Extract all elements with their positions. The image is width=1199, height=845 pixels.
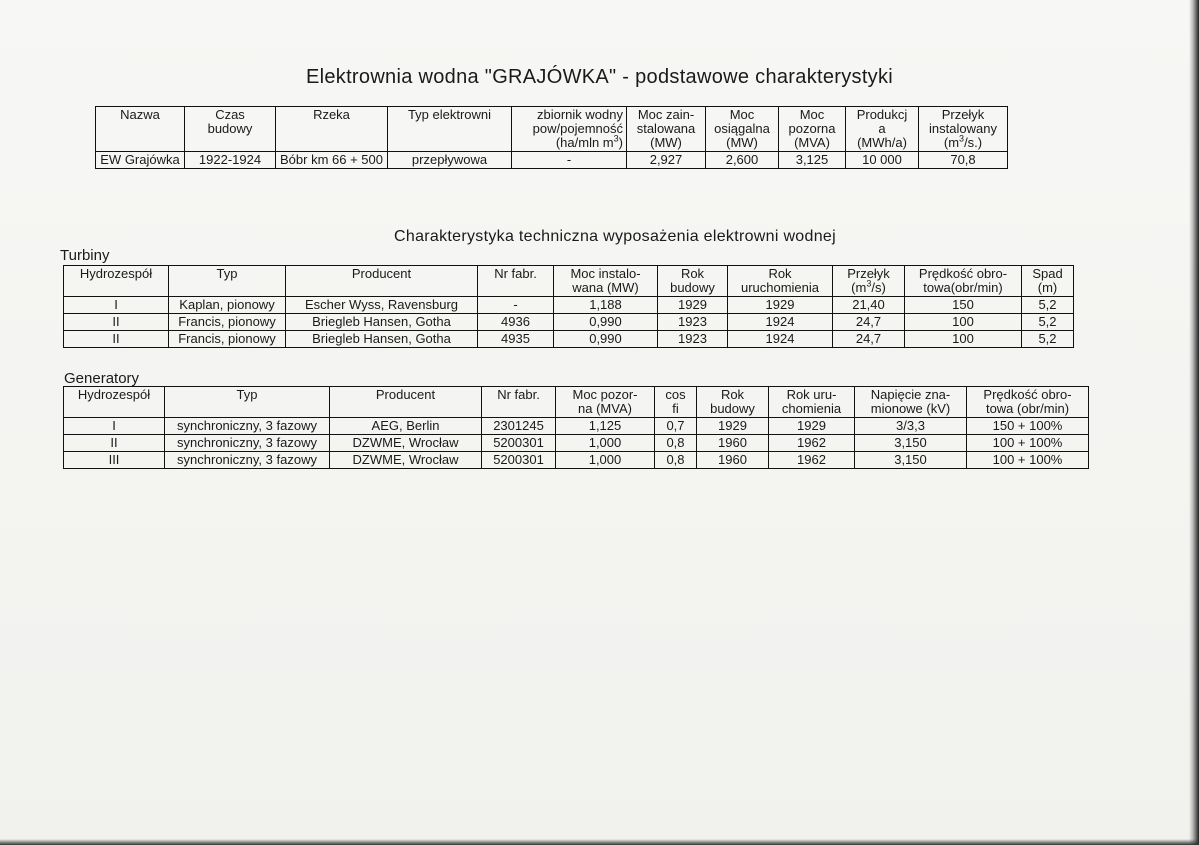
cell: 100 + 100% <box>967 452 1089 469</box>
cell: 21,40 <box>833 297 905 314</box>
cell: DZWME, Wrocław <box>330 452 482 469</box>
cell: 1962 <box>769 452 855 469</box>
cell: 3,150 <box>855 452 967 469</box>
cell: 1923 <box>658 331 728 348</box>
cell: 1929 <box>728 297 833 314</box>
cell: 100 <box>905 314 1022 331</box>
cell: 1962 <box>769 435 855 452</box>
cell-achievable-power: 2,600 <box>706 152 779 169</box>
cell: 2301245 <box>482 418 556 435</box>
turbines-table <box>63 265 1074 348</box>
cell: DZWME, Wrocław <box>330 435 482 452</box>
cell: 1,188 <box>554 297 658 314</box>
generators-table <box>63 386 1089 469</box>
cell: Briegleb Hansen, Gotha <box>286 331 478 348</box>
scan-edge-shadow-bottom <box>0 839 1199 845</box>
table-row <box>64 297 1074 314</box>
header-typ: Typ <box>169 266 286 297</box>
cell: I <box>64 297 169 314</box>
table-row <box>64 418 1089 435</box>
cell: II <box>64 331 169 348</box>
header-rzeka: Rzeka <box>276 107 388 152</box>
cell: AEG, Berlin <box>330 418 482 435</box>
cell: 1929 <box>769 418 855 435</box>
cell-apparent-power: 3,125 <box>779 152 846 169</box>
cell: synchroniczny, 3 fazowy <box>165 452 330 469</box>
header-zbiornik: zbiornik wodny pow/pojemność (ha/mln $m^3$) <box>512 107 627 152</box>
header-rok-uruchomienia: Rok uru- chomienia <box>769 387 855 418</box>
cell: Briegleb Hansen, Gotha <box>286 314 478 331</box>
cell: synchroniczny, 3 fazowy <box>165 418 330 435</box>
cell: Kaplan, pionowy <box>169 297 286 314</box>
cell: 0,7 <box>655 418 697 435</box>
cell: 1,125 <box>556 418 655 435</box>
header-przelyk: Przełyk instalowany $(m^3/s.)$ <box>919 107 1008 152</box>
cell: 1,000 <box>556 452 655 469</box>
cell: 0,990 <box>554 331 658 348</box>
cell: 5,2 <box>1022 314 1074 331</box>
cell: 1924 <box>728 331 833 348</box>
table-row <box>64 452 1089 469</box>
section-title: Charakterystyka techniczna wyposażenia elektrowni wodnej <box>394 228 836 245</box>
header-nr-fabr: Nr fabr. <box>482 387 556 418</box>
cell: 3,150 <box>855 435 967 452</box>
cell: 0,8 <box>655 435 697 452</box>
header-producent: Producent <box>286 266 478 297</box>
cell: 5200301 <box>482 435 556 452</box>
cell: 100 <box>905 331 1022 348</box>
cell: III <box>64 452 165 469</box>
header-moc-instalowana: Moc instalo- wana (MW) <box>554 266 658 297</box>
cell: 1924 <box>728 314 833 331</box>
cell-plant-type: przepływowa <box>388 152 512 169</box>
cell: 4935 <box>478 331 554 348</box>
header-rok-budowy: Rok budowy <box>697 387 769 418</box>
cell: I <box>64 418 165 435</box>
cell-river: Bóbr km 66 + 500 <box>276 152 388 169</box>
header-rok-budowy: Rok budowy <box>658 266 728 297</box>
cell: synchroniczny, 3 fazowy <box>165 435 330 452</box>
summary-table <box>95 106 1008 169</box>
header-rok-uruchomienia: Rok uruchomienia <box>728 266 833 297</box>
cell-production: 10 000 <box>846 152 919 169</box>
cell: 1960 <box>697 452 769 469</box>
cell-installed-power: 2,927 <box>627 152 706 169</box>
table-header-row <box>64 387 1089 418</box>
header-moc-zainstalowana: Moc zain- stalowana (MW) <box>627 107 706 152</box>
header-hydrozespol: Hydrozespół <box>64 266 169 297</box>
page-title: Elektrownia wodna "GRAJÓWKA" - podstawowe charakterystyki <box>305 66 894 88</box>
cell: 4936 <box>478 314 554 331</box>
header-nazwa: Nazwa <box>96 107 185 152</box>
cell: 5200301 <box>482 452 556 469</box>
cell-reservoir: - <box>512 152 627 169</box>
table-row <box>64 435 1089 452</box>
cell: 1960 <box>697 435 769 452</box>
header-predkosc: Prędkość obro- towa(obr/min) <box>905 266 1022 297</box>
header-typ-elektrowni: Typ elektrowni <box>388 107 512 152</box>
cell: 24,7 <box>833 314 905 331</box>
header-nr-fabr: Nr fabr. <box>478 266 554 297</box>
cell: 150 <box>905 297 1022 314</box>
cell: II <box>64 435 165 452</box>
header-moc-pozorna: Moc pozorna (MVA) <box>779 107 846 152</box>
cell: 1929 <box>697 418 769 435</box>
cell: 150 + 100% <box>967 418 1089 435</box>
table-header-row <box>64 266 1074 297</box>
cell: 0,990 <box>554 314 658 331</box>
table-row <box>64 314 1074 331</box>
scan-edge-shadow <box>1189 0 1199 845</box>
cell: 0,8 <box>655 452 697 469</box>
cell: - <box>478 297 554 314</box>
cell: Escher Wyss, Ravensburg <box>286 297 478 314</box>
table-row <box>96 152 1008 169</box>
header-produkcja: Produkcj a (MWh/a) <box>846 107 919 152</box>
cell: II <box>64 314 169 331</box>
cell: 100 + 100% <box>967 435 1089 452</box>
cell: Francis, pionowy <box>169 314 286 331</box>
cell-flow: 70,8 <box>919 152 1008 169</box>
cell-name: EW Grajówka <box>96 152 185 169</box>
cell: 3/3,3 <box>855 418 967 435</box>
header-moc-pozorna: Moc pozor- na (MVA) <box>556 387 655 418</box>
header-cos-fi: cos fi <box>655 387 697 418</box>
header-napiecie: Napięcie zna- mionowe (kV) <box>855 387 967 418</box>
header-przelyk: Przełyk $(m^3/s)$ <box>833 266 905 297</box>
header-typ: Typ <box>165 387 330 418</box>
header-spad: Spad (m) <box>1022 266 1074 297</box>
table-header-row <box>96 107 1008 152</box>
cell: 1,000 <box>556 435 655 452</box>
header-moc-osiagalna: Moc osiągalna (MW) <box>706 107 779 152</box>
header-predkosc: Prędkość obro- towa (obr/min) <box>967 387 1089 418</box>
cell: 5,2 <box>1022 331 1074 348</box>
cell: 24,7 <box>833 331 905 348</box>
header-hydrozespol: Hydrozespół <box>64 387 165 418</box>
header-producent: Producent <box>330 387 482 418</box>
turbines-label: Turbiny <box>60 247 110 264</box>
cell: Francis, pionowy <box>169 331 286 348</box>
header-czas-budowy: Czas budowy <box>185 107 276 152</box>
generators-label: Generatory <box>64 370 140 387</box>
cell: 1923 <box>658 314 728 331</box>
cell: 5,2 <box>1022 297 1074 314</box>
table-row <box>64 331 1074 348</box>
cell: 1929 <box>658 297 728 314</box>
cell-build-time: 1922-1924 <box>185 152 276 169</box>
